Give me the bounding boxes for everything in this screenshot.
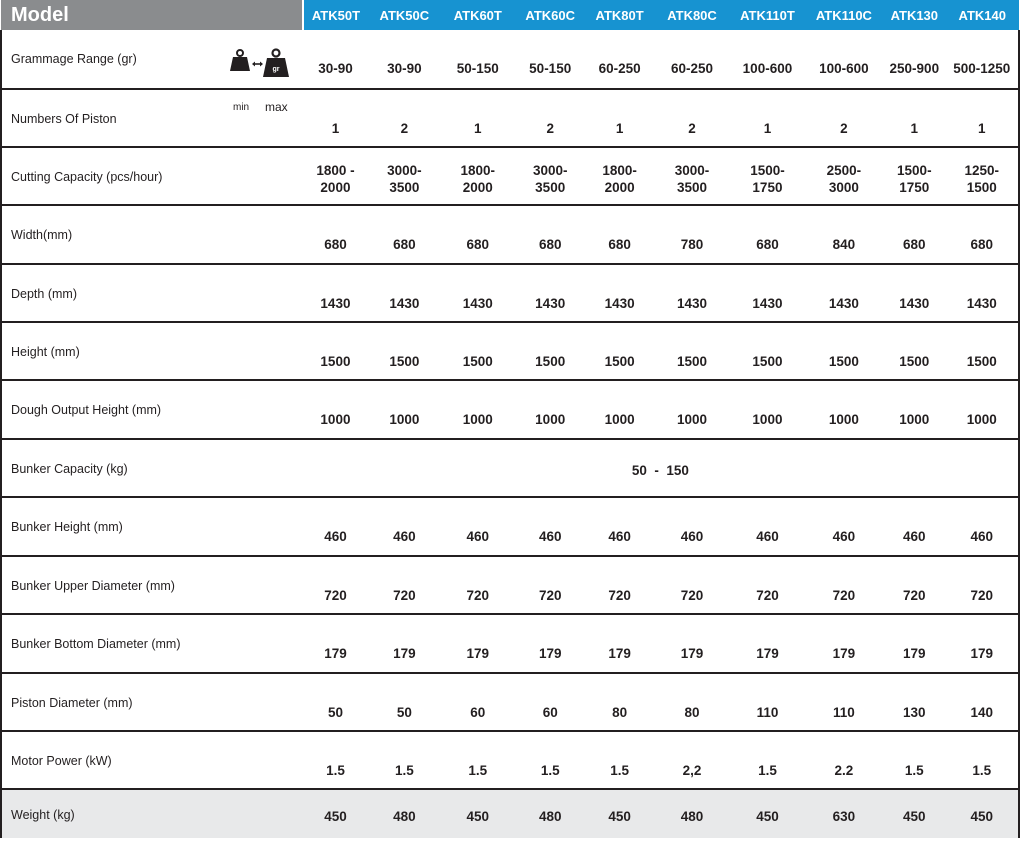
row-label-text: Bunker Upper Diameter (mm)	[11, 579, 175, 593]
table-cell-line: 2500-	[826, 163, 862, 178]
table-cell: 460	[883, 497, 945, 556]
row-label	[1, 497, 303, 556]
table-cell-span: 50 - 150	[303, 439, 1019, 497]
table-cell	[303, 147, 368, 205]
max-label: max	[265, 100, 288, 114]
table-cell	[368, 147, 440, 205]
row-label-text: Dough Output Height (mm)	[11, 403, 162, 417]
table-row	[1, 439, 1019, 497]
table-cell: 250-900	[889, 61, 940, 76]
table-cell: 1500	[368, 322, 440, 380]
table-cell: 450	[441, 789, 515, 838]
row-label	[1, 673, 303, 731]
table-cell: 680	[945, 205, 1019, 264]
table-cell: 720	[654, 556, 730, 614]
row-label	[1, 205, 303, 264]
model-column-header: ATK80C	[654, 0, 730, 30]
table-cell: 460	[368, 497, 440, 556]
table-cell: 179	[368, 614, 440, 673]
table-row	[1, 147, 1019, 205]
table-cell: 450	[303, 789, 368, 838]
table-cell: 1.5	[945, 731, 1019, 789]
table-cell: 179	[654, 614, 730, 673]
table-cell: 680	[585, 205, 653, 264]
model-column-header: ATK50C	[368, 0, 440, 30]
table-cell: 720	[805, 556, 883, 614]
table-cell: 1500	[585, 322, 653, 380]
table-cell: 1.5	[303, 731, 368, 789]
table-cell: 460	[654, 497, 730, 556]
table-row	[1, 497, 1019, 556]
model-header-label: Model	[1, 0, 303, 30]
row-label-text: Motor Power (kW)	[11, 754, 112, 768]
row-label	[1, 439, 303, 497]
table-cell: 1500	[441, 322, 515, 380]
row-label	[1, 789, 303, 838]
table-cell-line: 3000-	[532, 163, 568, 178]
table-cell-line: 1800 -	[316, 163, 355, 178]
table-cell: 1500	[515, 322, 585, 380]
table-cell: 720	[303, 556, 368, 614]
table-cell: 1.5	[368, 731, 440, 789]
table-cell: 680	[730, 205, 804, 264]
table-cell: 2	[654, 89, 730, 147]
table-cell: 80	[585, 673, 653, 731]
row-label-text: Width(mm)	[11, 228, 73, 242]
table-cell: 460	[303, 497, 368, 556]
table-cell: 1.5	[515, 731, 585, 789]
row-label	[1, 556, 303, 614]
table-cell-line: 3000-	[387, 163, 422, 178]
table-cell-line: 2000	[462, 180, 493, 195]
table-cell: 130	[883, 673, 945, 731]
table-cell: 30-90	[387, 61, 422, 76]
table-cell: 720	[515, 556, 585, 614]
model-column-header: ATK60C	[515, 0, 585, 30]
table-cell: 1.5	[585, 731, 653, 789]
table-cell-line: 1500-	[897, 163, 932, 178]
table-cell: 460	[730, 497, 804, 556]
table-cell: 840	[805, 205, 883, 264]
table-cell: 179	[441, 614, 515, 673]
table-cell: 480	[515, 789, 585, 838]
table-cell-line: 1800-	[602, 163, 637, 178]
row-label	[1, 264, 303, 322]
table-cell: 50	[368, 673, 440, 731]
table-cell-line: 3500	[389, 180, 420, 195]
table-cell: 1430	[441, 264, 515, 322]
table-cell: 1000	[441, 380, 515, 439]
row-label-text: Bunker Height (mm)	[11, 520, 123, 534]
table-row	[1, 89, 1019, 147]
table-cell: 60-250	[670, 61, 714, 76]
table-cell: 140	[945, 673, 1019, 731]
table-cell: 60	[515, 673, 585, 731]
row-label	[1, 614, 303, 673]
table-cell-line: 1750	[899, 180, 930, 195]
table-cell: 1430	[945, 264, 1019, 322]
model-column-header: ATK130	[883, 0, 945, 30]
table-cell: 179	[730, 614, 804, 673]
table-cell: 630	[805, 789, 883, 838]
row-label	[1, 147, 303, 205]
table-cell: 60-250	[598, 61, 641, 76]
header-row	[1, 0, 1019, 30]
table-cell: 680	[883, 205, 945, 264]
table-cell-line: 3000-	[674, 163, 710, 178]
table-cell: 500-1250	[945, 30, 1019, 89]
model-column-header: ATK110C	[805, 0, 883, 30]
table-cell	[805, 147, 883, 205]
table-cell: 50-150	[529, 61, 572, 76]
table-cell	[730, 147, 804, 205]
table-cell: 100-600	[742, 61, 793, 76]
table-cell: 30-90	[318, 61, 353, 76]
table-cell: 110	[805, 673, 883, 731]
table-cell: 460	[441, 497, 515, 556]
table-cell: 460	[585, 497, 653, 556]
table-row	[1, 380, 1019, 439]
table-cell	[883, 147, 945, 205]
table-cell: 110	[730, 673, 804, 731]
table-cell-line: 2000	[604, 180, 635, 195]
row-label-text: Bunker Bottom Diameter (mm)	[11, 637, 181, 651]
table-cell: 1000	[585, 380, 653, 439]
table-cell: 1	[585, 89, 653, 147]
row-label	[1, 89, 303, 147]
table-cell: 680	[303, 205, 368, 264]
table-cell: 1.5	[883, 731, 945, 789]
table-cell: 1000	[303, 380, 368, 439]
table-cell: 179	[515, 614, 585, 673]
table-cell: 1000	[654, 380, 730, 439]
table-cell	[441, 147, 515, 205]
table-row	[1, 614, 1019, 673]
table-cell: 1500	[805, 322, 883, 380]
table-cell: 1500	[730, 322, 804, 380]
table-cell: 1.5	[730, 731, 804, 789]
table-cell-line: 3000	[828, 180, 859, 195]
table-cell: 460	[515, 497, 585, 556]
row-label	[1, 380, 303, 439]
row-label-text: Cutting Capacity (pcs/hour)	[11, 170, 163, 184]
table-cell: 1500	[303, 322, 368, 380]
table-cell: 1430	[585, 264, 653, 322]
table-cell: 1500	[883, 322, 945, 380]
table-cell: 179	[883, 614, 945, 673]
table-cell: 680	[515, 205, 585, 264]
table-cell-line: 3500	[676, 180, 708, 195]
model-column-header: ATK50T	[303, 0, 368, 30]
table-cell: 720	[441, 556, 515, 614]
table-cell: 1	[883, 89, 945, 147]
table-cell: 480	[654, 789, 730, 838]
row-label-text: Weight (kg)	[11, 808, 75, 822]
table-cell: 1000	[945, 380, 1019, 439]
model-column-header: ATK110T	[730, 0, 804, 30]
table-cell-line: 1250-	[964, 163, 999, 178]
table-cell: 780	[654, 205, 730, 264]
table-cell: 1	[303, 89, 368, 147]
table-cell: 1430	[805, 264, 883, 322]
table-row	[1, 731, 1019, 789]
table-cell: 450	[585, 789, 653, 838]
model-column-header: ATK80T	[585, 0, 653, 30]
table-cell: 1	[730, 89, 804, 147]
row-label-text: Bunker Capacity (kg)	[11, 462, 128, 476]
table-cell: 1430	[368, 264, 440, 322]
table-cell-line: 2000	[320, 180, 351, 195]
table-cell: 179	[303, 614, 368, 673]
table-cell: 1000	[805, 380, 883, 439]
table-cell: 179	[585, 614, 653, 673]
row-label-text: Numbers Of Piston	[11, 112, 117, 126]
table-cell: 680	[368, 205, 440, 264]
table-cell: 50-150	[456, 61, 499, 76]
table-cell: 1430	[883, 264, 945, 322]
table-cell: 1000	[368, 380, 440, 439]
table-cell: 450	[730, 789, 804, 838]
table-cell: 1000	[730, 380, 804, 439]
table-row	[1, 556, 1019, 614]
table-row	[1, 264, 1019, 322]
table-cell: 450	[945, 789, 1019, 838]
table-cell-line: 1800-	[460, 163, 496, 178]
table-row	[1, 205, 1019, 264]
table-cell	[515, 147, 585, 205]
table-cell: 1430	[303, 264, 368, 322]
model-column-header: ATK140	[945, 0, 1019, 30]
row-label-text: Grammage Range (gr)	[11, 52, 137, 66]
table-cell: 1430	[654, 264, 730, 322]
row-label-text: Height (mm)	[11, 345, 80, 359]
table-cell: 1	[441, 89, 515, 147]
table-cell: 1	[945, 89, 1019, 147]
row-label	[1, 322, 303, 380]
table-cell: 680	[441, 205, 515, 264]
table-cell: 480	[368, 789, 440, 838]
table-cell: 2	[515, 89, 585, 147]
table-cell: 2.2	[805, 731, 883, 789]
table-cell-line: 1750	[752, 180, 783, 195]
table-cell	[585, 147, 653, 205]
table-cell: 1430	[730, 264, 804, 322]
table-cell: 2	[805, 89, 883, 147]
table-cell: 100-600	[819, 61, 869, 76]
table-row	[1, 673, 1019, 731]
table-cell: 720	[730, 556, 804, 614]
table-cell: 1000	[883, 380, 945, 439]
row-label	[1, 30, 303, 114]
table-row	[1, 30, 1019, 89]
table-cell: 1.5	[441, 731, 515, 789]
table-row	[1, 789, 1019, 838]
table-cell: 80	[654, 673, 730, 731]
row-label-text: Piston Diameter (mm)	[11, 696, 133, 710]
table-cell: 1500	[654, 322, 730, 380]
table-cell: 720	[585, 556, 653, 614]
table-cell-line: 1500-	[750, 163, 785, 178]
table-cell: 50	[303, 673, 368, 731]
table-cell: 720	[945, 556, 1019, 614]
table-cell: 720	[368, 556, 440, 614]
row-label	[1, 731, 303, 789]
table-cell: 1430	[515, 264, 585, 322]
table-cell	[945, 147, 1019, 205]
table-row	[1, 322, 1019, 380]
table-cell: 450	[883, 789, 945, 838]
table-cell: 179	[945, 614, 1019, 673]
table-cell-line: 1500	[966, 180, 997, 195]
weight-badge: gr	[272, 66, 280, 73]
table-cell: 2,2	[654, 731, 730, 789]
table-cell: 1000	[515, 380, 585, 439]
row-label-text: Depth (mm)	[11, 287, 77, 301]
table-cell: 179	[805, 614, 883, 673]
table-cell: 460	[945, 497, 1019, 556]
table-cell: 460	[805, 497, 883, 556]
table-cell: 2	[368, 89, 440, 147]
table-cell: 60	[441, 673, 515, 731]
model-column-header: ATK60T	[441, 0, 515, 30]
table-cell-line: 3500	[535, 180, 566, 195]
table-cell: 1500	[945, 322, 1019, 380]
min-label: min	[233, 102, 250, 113]
table-cell: 720	[883, 556, 945, 614]
table-cell	[654, 147, 730, 205]
